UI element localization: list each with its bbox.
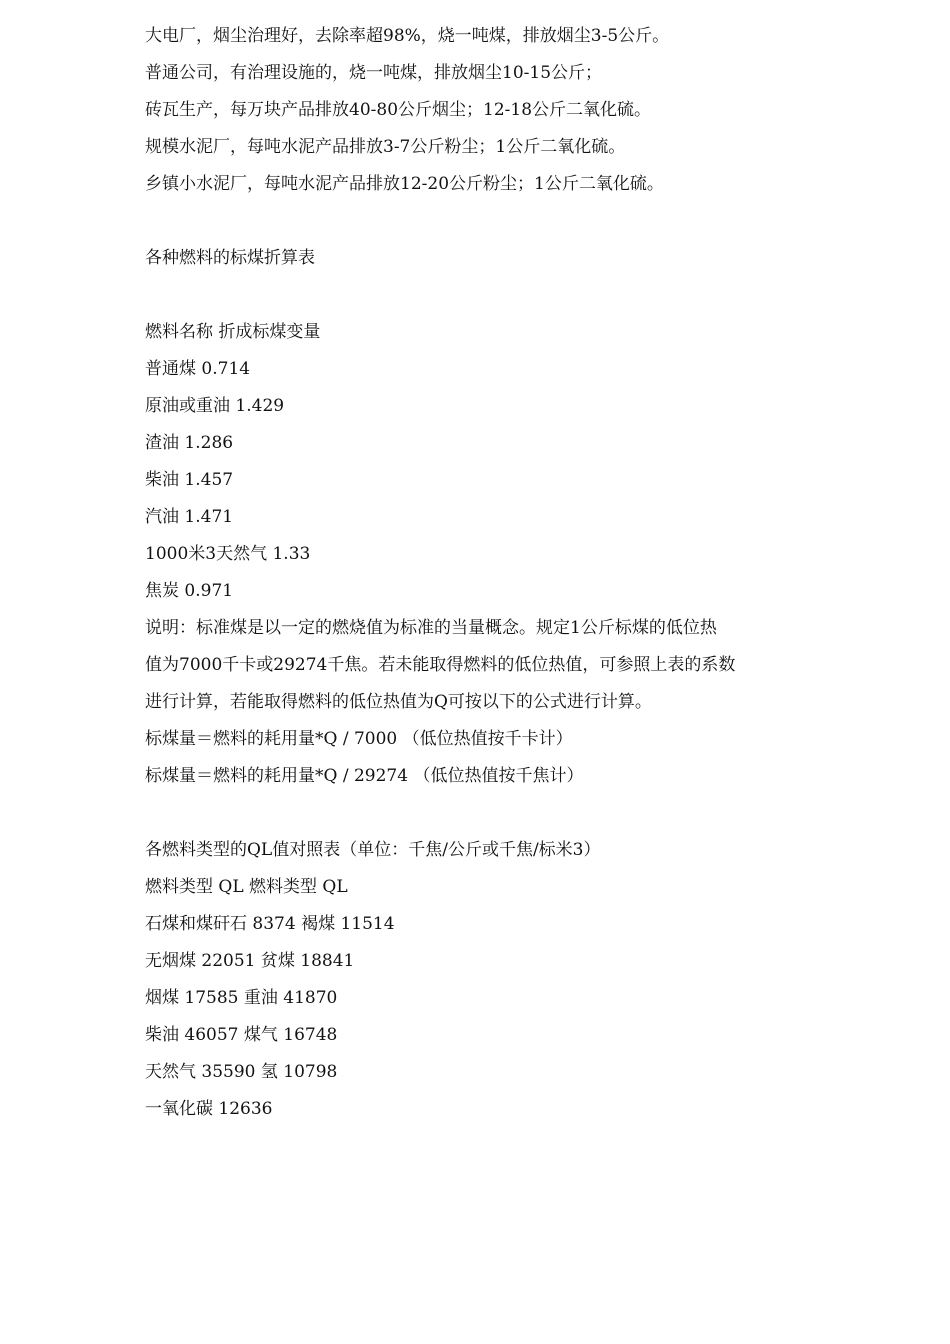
- conversion-row: 柴油 1.457: [145, 470, 234, 490]
- spacer: [145, 795, 825, 832]
- ql-table-header: 燃料类型 QL 燃料类型 QL: [145, 877, 348, 897]
- conversion-row: 原油或重油 1.429: [145, 396, 285, 416]
- conversion-row: 汽油 1.471: [145, 507, 234, 527]
- ql-row: 烟煤 17585 重油 41870: [145, 988, 338, 1008]
- conversion-table-title: 各种燃料的标煤折算表: [145, 248, 315, 268]
- emission-line-5: 乡镇小水泥厂，每吨水泥产品排放12-20公斤粉尘；1公斤二氧化硫。: [145, 174, 664, 194]
- ql-row: 石煤和煤矸石 8374 褐煤 11514: [145, 914, 395, 934]
- ql-table-title: 各燃料类型的QL值对照表（单位：千焦/公斤或千焦/标米3）: [145, 840, 601, 860]
- formula-kcal: 标煤量＝燃料的耗用量*Q / 7000 （低位热值按千卡计）: [145, 729, 573, 749]
- conversion-table-header: 燃料名称 折成标煤变量: [145, 322, 321, 342]
- conversion-row: 普通煤 0.714: [145, 359, 251, 379]
- conversion-row: 1000米3天然气 1.33: [145, 544, 311, 564]
- ql-row: 无烟煤 22051 贫煤 18841: [145, 951, 355, 971]
- emission-line-4: 规模水泥厂，每吨水泥产品排放3-7公斤粉尘；1公斤二氧化硫。: [145, 137, 626, 157]
- spacer: [145, 203, 825, 240]
- note-line-3: 进行计算，若能取得燃料的低位热值为Q可按以下的公式进行计算。: [145, 692, 652, 712]
- ql-row: 天然气 35590 氢 10798: [145, 1062, 338, 1082]
- ql-row: 柴油 46057 煤气 16748: [145, 1025, 338, 1045]
- conversion-row: 渣油 1.286: [145, 433, 234, 453]
- formula-kj: 标煤量＝燃料的耗用量*Q / 29274 （低位热值按千焦计）: [145, 766, 584, 786]
- emission-line-3: 砖瓦生产，每万块产品排放40-80公斤烟尘；12-18公斤二氧化硫。: [145, 100, 652, 120]
- ql-row: 一氧化碳 12636: [145, 1099, 273, 1119]
- note-line-2: 值为7000千卡或29274千焦。若未能取得燃料的低位热值，可参照上表的系数: [145, 655, 736, 675]
- note-line-1: 说明：标准煤是以一定的燃烧值为标准的当量概念。规定1公斤标煤的低位热: [145, 618, 717, 638]
- document-body: [145, 18, 825, 1128]
- conversion-row: 焦炭 0.971: [145, 581, 234, 601]
- emission-line-1: 大电厂，烟尘治理好，去除率超98%，烧一吨煤，排放烟尘3-5公斤。: [145, 26, 670, 46]
- spacer: [145, 277, 825, 314]
- emission-line-2: 普通公司，有治理设施的，烧一吨煤，排放烟尘10-15公斤；: [145, 63, 603, 83]
